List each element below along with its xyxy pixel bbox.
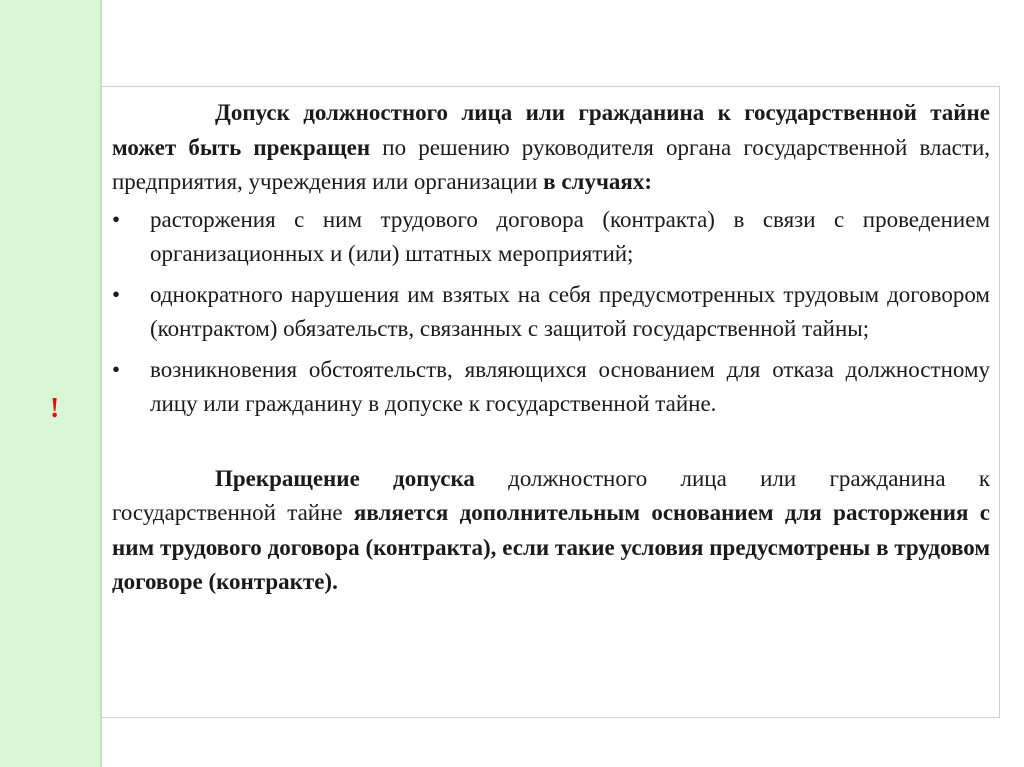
intro-paragraph — [112, 96, 990, 200]
intro-bold-start: Допуск должностного лица или гражданина к государственной тайне может быть прекращен — [112, 100, 990, 160]
list-item — [112, 278, 990, 347]
list-item-text: однократного нарушения им взятых на себя предусмотренных трудовым договором (контрактом) обязательств, связанных с защитой государственной тайны; — [150, 281, 990, 341]
conclusion-bold-start: Прекращение допуска — [215, 465, 475, 491]
list-item — [112, 203, 990, 272]
left-side-bar — [0, 0, 102, 767]
conclusion-paragraph — [112, 462, 990, 600]
intro-regular: по решению руководителя органа государственной власти, предприятия, учреждения или организации — [112, 134, 991, 194]
bullet-icon: • — [112, 281, 121, 307]
list-item-text: расторжения с ним трудового договора (контракта) в связи с проведением организационных и (или) штатных мероприятий; — [150, 206, 990, 266]
list-item — [112, 353, 990, 422]
exclamation-mark: ! — [50, 393, 60, 424]
conclusion-bold-end: является дополнительным основанием для расторжения с ним трудового договора (контракта), если такие условия предусмотрены в трудовом договоре (контракте). — [112, 500, 990, 594]
slide-text — [112, 96, 990, 600]
bullet-icon: • — [112, 356, 121, 382]
cases-list — [112, 203, 990, 422]
conclusion-regular: должностного лица или гражданина к государственной тайне — [112, 465, 990, 525]
intro-bold-end: в случаях: — [543, 169, 653, 194]
list-item-text: возникновения обстоятельств, являющихся основанием для отказа должностному лицу или гражданину в допуске к государственной тайне. — [150, 356, 990, 416]
bullet-icon: • — [112, 206, 121, 232]
